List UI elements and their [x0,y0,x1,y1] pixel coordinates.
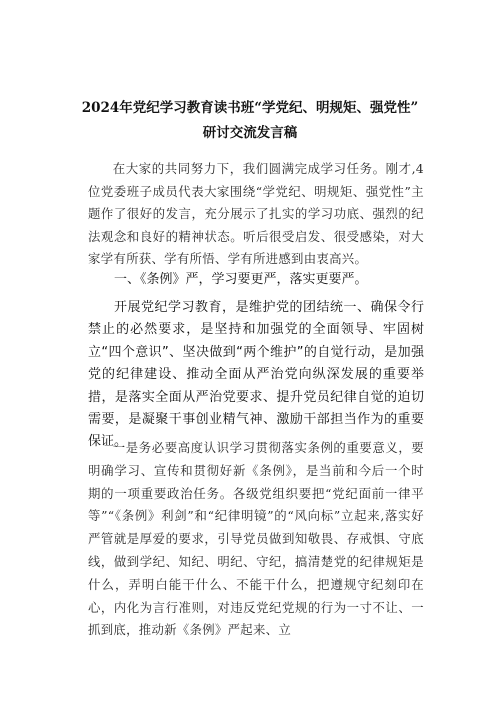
opening-paragraph: 在大家的共同努力下，我们圆满完成学习任务。刚才,4位党委班子成员代表大家围绕“学党纪、明规矩、强党性”主题作了很好的发言，充分展示了扎实的学习功底、强烈的纪法观念和良好的精神状态。听后很受启发、很受感染，对大家学有所获、学有所悟、学有所进感到由衷高兴。 [88,161,424,266]
document-title-line2: 研讨交流发言稿 [202,125,298,141]
section1-heading: 一、《条例》严，学习要更严，落实更要严。 [114,272,368,287]
document-title-line1: 2024年党纪学习教育读书班“学党纪、明规矩、强党性” [81,100,419,116]
section1-bold-paragraph: 开展党纪学习教育，是维护党的团结统一、确保令行禁止的必然要求，是坚持和加强党的全面领导、牢固树立“四个意识”、坚决做到“两个维护”的自觉行动，是加强党的纪律建设、推动全面从严治党向纵深发展的重要举措，是落实全面从严治党要求、提升党员纪律自觉的迫切需要，是凝聚干事创业精气神、激励干部担当作为的重要保证。 [88,300,424,450]
section1-body-paragraph: 一是务必要高度认识学习贯彻落实条例的重要意义，要明确学习、宣传和贯彻好新《条例》，是当前和今后一个时期的一项重要政治任务。各级党组织要把“党纪面前一律平等”“《条例》利剑”和“纪律明镜”的“风向标”立起来,落实好严管就是厚爱的要求，引导党员做到知敬畏、存戒惧、守底线，做到学纪、知纪、明纪、守纪，搞清楚党的纪律规矩是什么，弄明白能干什么、不能干什么，把遵规守纪刻印在心，内化为言行准则，对违反党纪党规的行为一寸不让、一抓到底，推动新《条例》严起来、立 [88,440,424,638]
